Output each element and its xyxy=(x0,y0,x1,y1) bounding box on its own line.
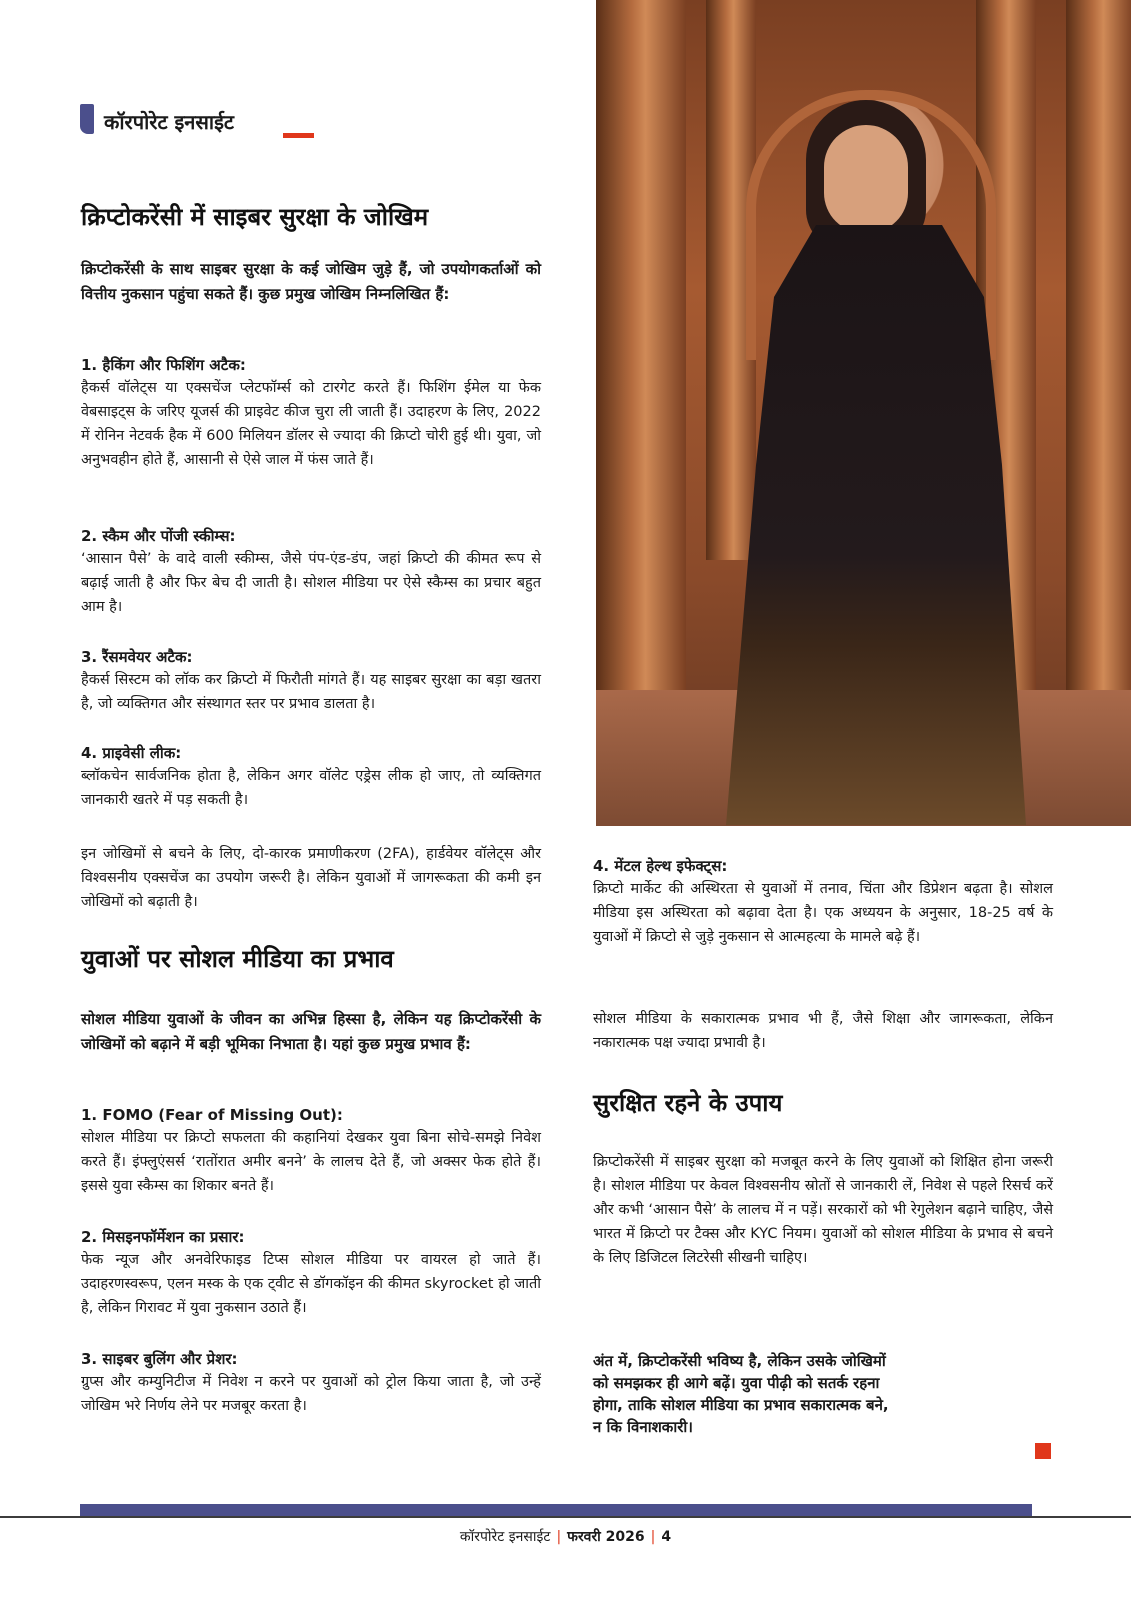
footer-issue: फरवरी 2026 xyxy=(567,1529,645,1545)
section1-item-4 xyxy=(81,742,541,812)
footer-rule xyxy=(0,1516,1131,1518)
section1-item-1 xyxy=(81,354,541,472)
section2-item-4 xyxy=(593,855,1053,949)
section2-intro: सोशल मीडिया युवाओं के जीवन का अभिन्न हिस्सा है, लेकिन यह क्रिप्टोकरेंसी के जोखिमों को बढ़ाने में बड़ी भूमिका निभाता है। यहां कुछ प्रमुख प्रभाव हैं: xyxy=(81,1010,541,1053)
item-text: सोशल मीडिया पर क्रिप्टो सफलता की कहानियां देखकर युवा बिना सोचे-समझे निवेश करते हैं। इंफ्लुएंसर्स ‘रातोंरात अमीर बनने’ के लालच देते हैं, जो अक्सर फेक होते हैं। इससे युवा स्कैम्स का शिकार बनते हैं। xyxy=(81,1130,541,1194)
section3-text: क्रिप्टोकरेंसी में साइबर सुरक्षा को मजबूत करने के लिए युवाओं को शिक्षित होना जरूरी है। सोशल मीडिया पर केवल विश्वसनीय स्रोतों से जानकारी लें, निवेश से पहले रिसर्च करें और कभी ‘आसान पैसे’ के लालच में न पड़ें। सरकारों को भी रेगुलेशन बढ़ाने चाहिए, जैसे भारत में क्रिप्टो पर टैक्स और KYC नियम। युवाओं को सोशल मीडिया के प्रभाव से बचने के लिए डिजिटल लिटरेसी सीखनी चाहिए। xyxy=(593,1154,1053,1266)
item-title: 4. प्राइवेसी लीक: xyxy=(81,744,182,762)
footer: कॉरपोरेट इनसाईट | फरवरी 2026 | 4 xyxy=(459,1529,672,1545)
item-text: ब्लॉकचेन सार्वजनिक होता है, लेकिन अगर वॉलेट एड्रेस लीक हो जाए, तो व्यक्तिगत जानकारी खतरे में पड़ सकती है। xyxy=(81,768,541,808)
item-title: 1. FOMO (Fear of Missing Out): xyxy=(81,1106,343,1124)
footer-publication: कॉरपोरेट इनसाईट xyxy=(459,1529,551,1545)
end-mark xyxy=(1035,1443,1051,1459)
item-title: 3. साइबर बुलिंग और प्रेशर: xyxy=(81,1350,238,1368)
section2-item-3 xyxy=(81,1348,541,1418)
section2-item-2 xyxy=(81,1226,541,1320)
section1-intro: क्रिप्टोकरेंसी के साथ साइबर सुरक्षा के कई जोखिम जुड़े हैं, जो उपयोगकर्ताओं को वित्तीय नुकसान पहुंचा सकते हैं। कुछ प्रमुख जोखिम निम्नलिखित हैं: xyxy=(81,260,541,303)
masthead-label: कॉरपोरेट इनसाईट xyxy=(104,110,235,134)
item-text: ग्रुप्स और कम्युनिटीज में निवेश न करने पर युवाओं को ट्रोल किया जाता है, जो उन्हें जोखिम भरे निर्णय लेने पर मजबूर करता है। xyxy=(81,1374,541,1414)
footer-page-number: 4 xyxy=(661,1529,672,1545)
item-title: 3. रैंसमवेयर अटैक: xyxy=(81,648,193,666)
item-text: हैकर्स वॉलेट्स या एक्सचेंज प्लेटफॉर्म्स को टारगेट करते हैं। फिशिंग ईमेल या फेक वेबसाइट्स के जरिए यूजर्स की प्राइवेट कीज चुरा ली जाती हैं। उदाहरण के लिए, 2022 में रोनिन नेटवर्क हैक में 600 मिलियन डॉलर से ज्यादा की क्रिप्टो चोरी हुई थी। युवा, जो अनुभवहीन होते हैं, आसानी से ऐसे जाल में फंस जाते हैं। xyxy=(81,380,541,468)
item-title: 2. मिसइनफॉर्मेशन का प्रसार: xyxy=(81,1228,245,1246)
section1-heading: क्रिप्टोकरेंसी में साइबर सुरक्षा के जोखिम xyxy=(81,203,429,231)
article-photo xyxy=(596,0,1131,826)
item-title: 1. हैकिंग और फिशिंग अटैक: xyxy=(81,356,246,374)
masthead-underline xyxy=(283,133,314,138)
section3-heading: सुरक्षित रहने के उपाय xyxy=(593,1089,783,1117)
section2-heading: युवाओं पर सोशल मीडिया का प्रभाव xyxy=(81,945,394,973)
section1-closing: इन जोखिमों से बचने के लिए, दो-कारक प्रमाणीकरण (2FA), हार्डवेयर वॉलेट्स और विश्वसनीय एक्सचेंज का उपयोग जरूरी है। लेकिन युवाओं में जागरूकता की कमी इन जोखिमों को बढ़ाती है। xyxy=(81,846,541,910)
item-text: फेक न्यूज और अनवेरिफाइड टिप्स सोशल मीडिया पर वायरल हो जाते हैं। उदाहरणस्वरूप, एलन मस्क के एक ट्वीट से डॉगकॉइन की कीमत skyrocket हो जाती है, लेकिन गिरावट में युवा नुकसान उठाते हैं। xyxy=(81,1252,541,1316)
item-text: हैकर्स सिस्टम को लॉक कर क्रिप्टो में फिरौती मांगते हैं। यह साइबर सुरक्षा का बड़ा खतरा है, जो व्यक्तिगत और संस्थागत स्तर पर प्रभाव डालता है। xyxy=(81,672,541,712)
section2-closing: सोशल मीडिया के सकारात्मक प्रभाव भी हैं, जैसे शिक्षा और जागरूकता, लेकिन नकारात्मक पक्ष ज्यादा प्रभावी है। xyxy=(593,1011,1053,1051)
section2-item-1 xyxy=(81,1104,541,1198)
item-text: क्रिप्टो मार्केट की अस्थिरता से युवाओं में तनाव, चिंता और डिप्रेशन बढ़ता है। सोशल मीडिया इस अस्थिरता को बढ़ावा देता है। एक अध्ययन के अनुसार, 18-25 वर्ष के युवाओं में क्रिप्टो से जुड़े नुकसान से आत्महत्या के मामले बढ़े हैं। xyxy=(593,881,1053,945)
section1-item-3 xyxy=(81,646,541,716)
footer-band xyxy=(80,1504,1032,1516)
item-text: ‘आसान पैसे’ के वादे वाली स्कीम्स, जैसे पंप-एंड-डंप, जहां क्रिप्टो की कीमत रूप से बढ़ाई जाती है और फिर बेच दी जाती है। सोशल मीडिया पर ऐसे स्कैम्स का प्रचार बहुत आम है। xyxy=(81,551,541,615)
section3-conclusion: अंत में, क्रिप्टोकरेंसी भविष्य है, लेकिन उसके जोखिमों को समझकर ही आगे बढ़ें। युवा पीढ़ी को सतर्क रहना होगा, ताकि सोशल मीडिया का प्रभाव सकारात्मक बने, न कि विनाशकारी। xyxy=(593,1352,889,1436)
section1-item-2 xyxy=(81,525,541,619)
item-title: 4. मेंटल हेल्थ इफेक्ट्स: xyxy=(593,857,728,875)
masthead-mark xyxy=(80,104,94,134)
item-title: 2. स्कैम और पोंजी स्कीम्स: xyxy=(81,527,236,545)
